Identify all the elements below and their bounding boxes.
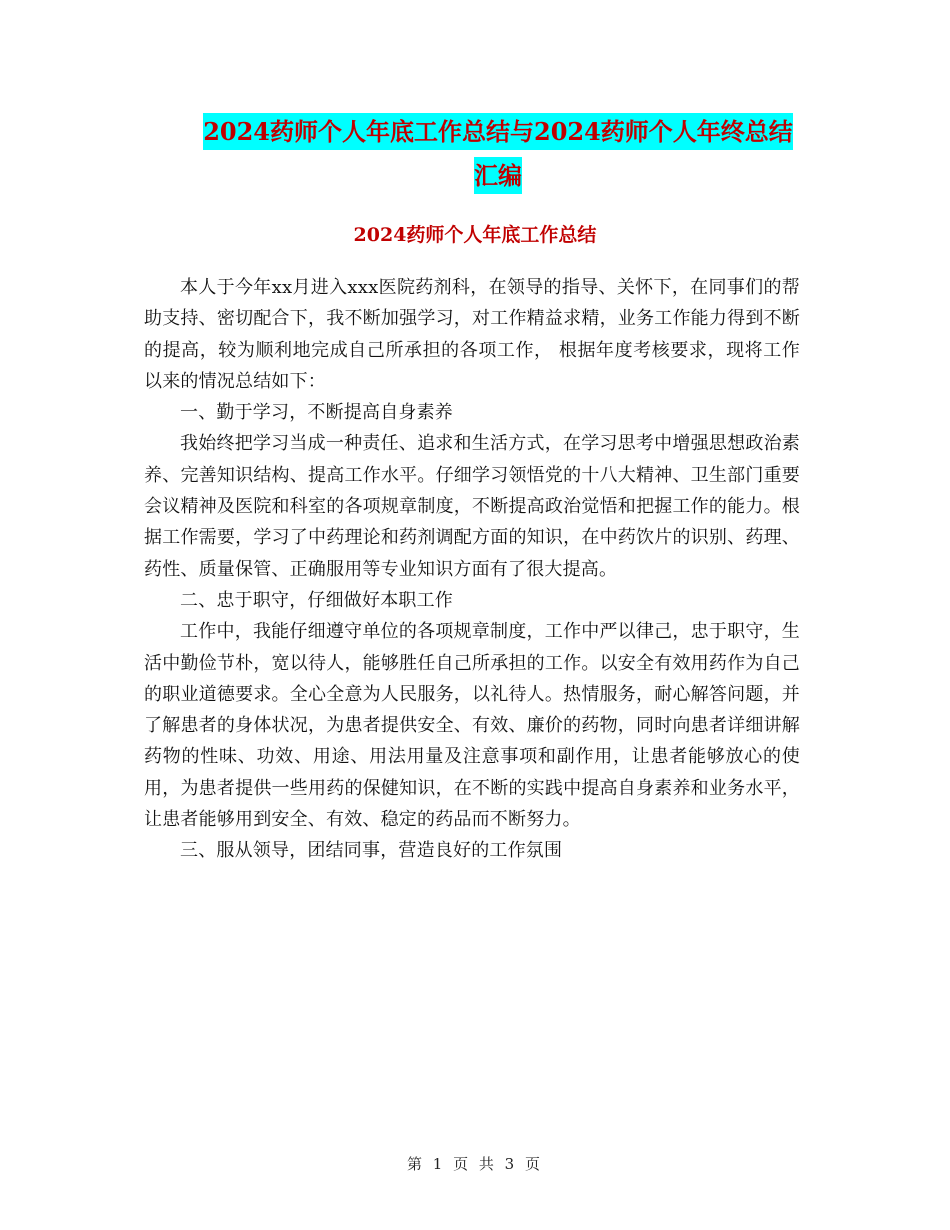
document-title-line-1: 2024药师个人年底工作总结与2024药师个人年终总结 bbox=[203, 113, 793, 150]
intro-paragraph: 本人于今年xx月进入xxx医院药剂科，在领导的指导、关怀下，在同事们的帮助支持、密切配合下，我不断加强学习，对工作精益求精，业务工作能力得到不断的提高，较为顺利地完成自己所承担的各项工作， 根据年度考核要求，现将工作以来的情况总结如下： bbox=[144, 277, 800, 392]
section-heading-3: 三、服从领导，团结同事，营造良好的工作氛围 bbox=[180, 840, 563, 862]
document-body bbox=[144, 272, 800, 867]
section-title: 2024药师个人年底工作总结 bbox=[353, 224, 597, 246]
document-title bbox=[186, 110, 810, 198]
paragraph-duty: 工作中，我能仔细遵守单位的各项规章制度，工作中严以律己，忠于职守，生活中勤俭节朴，宽以待人，能够胜任自己所承担的工作。以安全有效用药作为自己的职业道德要求。全心全意为人民服务，以礼待人。热情服务，耐心解答问题，并了解患者的身体状况，为患者提供安全、有效、廉价的药物，同时向患者详细讲解药物的性味、功效、用途、用法用量及注意事项和副作用，让患者能够放心的使用，为患者提供一些用药的保健知识，在不断的实践中提高自身素养和业务水平，让患者能够用到安全、有效、稳定的药品而不断努力。 bbox=[144, 621, 800, 831]
document-title-line-2: 汇编 bbox=[474, 157, 522, 194]
section-heading-1: 一、勤于学习，不断提高自身素养 bbox=[180, 402, 453, 424]
section-heading-2: 二、忠于职守，仔细做好本职工作 bbox=[180, 589, 453, 611]
paragraph-study: 我始终把学习当成一种责任、追求和生活方式，在学习思考中增强思想政治素养、完善知识结构、提高工作水平。仔细学习领悟党的十八大精神、卫生部门重要会议精神及医院和科室的各项规章制度，不断提高政治觉悟和把握工作的能力。根据工作需要，学习了中药理论和药剂调配方面的知识，在中药饮片的识别、药理、药性、质量保管、正确服用等专业知识方面有了很大提高。 bbox=[144, 433, 800, 580]
page-number-footer: 第 1 页 共 3 页 bbox=[407, 1155, 543, 1173]
